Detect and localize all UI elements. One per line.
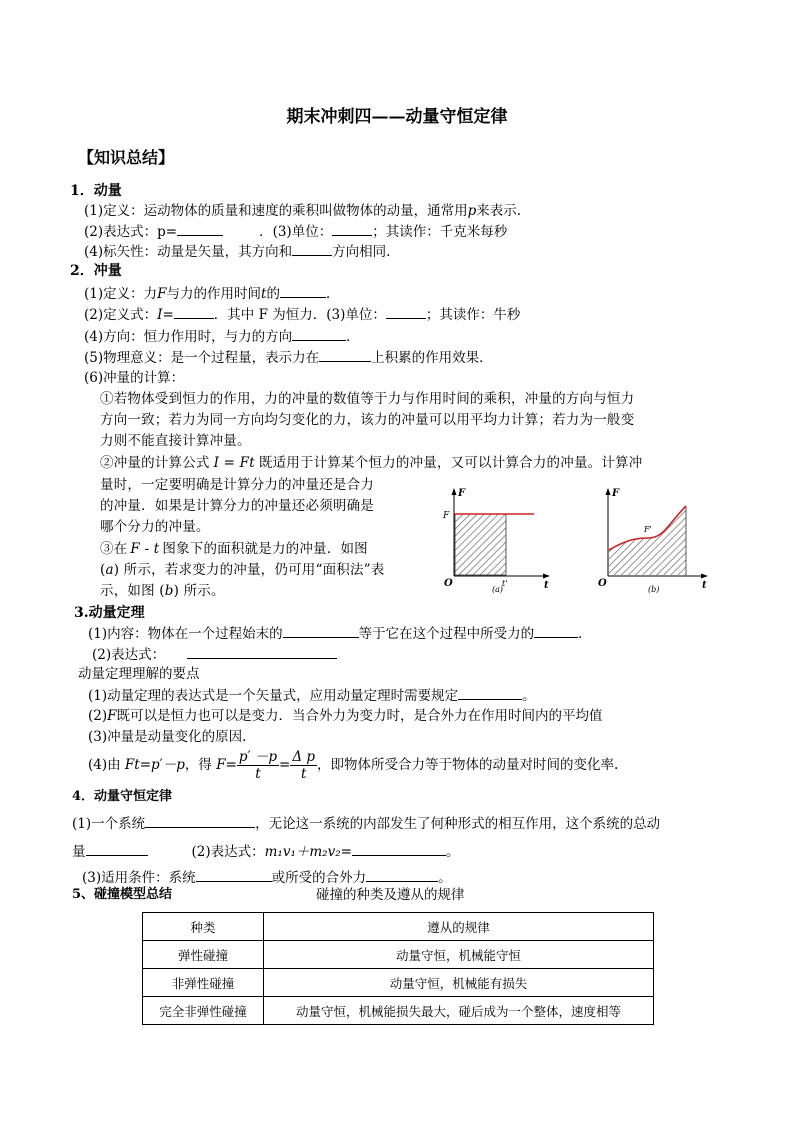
s3-k2-sym: F [107, 708, 117, 724]
arrow-icon [606, 488, 611, 495]
section-5-heading: 5、碰撞模型总结 [72, 887, 173, 902]
blank [283, 624, 359, 638]
s2-p3-l3a: 示，如图 ( [100, 583, 165, 599]
s2-p3-l2b: ) 所示，若求变力的冲量，仍可用“面积法”表 [113, 562, 385, 578]
blank [280, 284, 326, 298]
s3-l1a: (1)内容：物体在一个过程始末的 [88, 626, 283, 642]
s1-l3b: 方向相同. [332, 244, 391, 260]
s3-k1 [88, 686, 536, 705]
fraction-1 [237, 749, 279, 782]
s2-l1a: (1)定义：力 [84, 286, 158, 302]
graph-a-origin: O [444, 578, 453, 589]
fraction-2 [290, 749, 317, 782]
blank [196, 868, 272, 882]
s2-p3-l2-sym: a [105, 562, 114, 578]
s1-l1-end: 来表示. [476, 203, 522, 219]
s3-k1b: 。 [522, 688, 536, 704]
table-cell: 动量守恒，机械能损失最大，碰后成为一个整体，速度相等 [264, 997, 654, 1025]
table-cell: 完全非弹性碰撞 [143, 997, 264, 1025]
s2-p3a: ③在 [100, 541, 128, 557]
graph-a-caption: (a) [492, 585, 504, 594]
s3-k1a: (1)动量定理的表达式是一个矢量式，应用动量定理时需要规定 [88, 688, 459, 704]
arrow-icon [543, 574, 550, 579]
s3-k2 [88, 707, 603, 725]
blank [332, 222, 372, 236]
s3-l1c: ． [578, 626, 592, 642]
table-cell: 动量守恒，机械能有损失 [264, 969, 654, 997]
s1-l2a: (2)表达式：p= [84, 224, 178, 240]
s4-l1b: ，无论这一系统的内部发生了何种形式的相互作用，这个系统的总动 [255, 816, 661, 832]
s2-l3b: ． [346, 329, 360, 345]
s1-line-2 [84, 222, 507, 241]
graph-a-y-label: F [458, 488, 466, 499]
blank [386, 305, 426, 319]
impulse-formula: I = Ft [213, 455, 255, 471]
s2-line-5: (6)冲量的计算： [84, 370, 185, 386]
s2-line-4 [84, 348, 493, 367]
s2-line-3 [84, 327, 360, 346]
s3-k4-eq3: = [279, 757, 291, 773]
s3-k4 [88, 748, 618, 782]
s2-l2b: = [162, 307, 174, 323]
table-cell: 动量守恒，机械能守恒 [264, 941, 654, 969]
collision-table [142, 912, 654, 1025]
s3-k4b: ，得 [184, 757, 217, 773]
momentum-formula: m₁v₁＋m₂v₂= [264, 844, 352, 860]
s4-l1a: (1)一个系统 [72, 816, 146, 832]
graph-a-t-label: t' [502, 579, 508, 588]
s3-l1b: 等于它在这个过程中所受力的 [358, 626, 535, 642]
s2-p3b: 图象下的面积就是力的冲量．如图 [162, 541, 368, 557]
graph-b-y-label: F [612, 488, 620, 499]
graph-b-area [609, 506, 686, 575]
graph-a-level-label: F [443, 511, 450, 521]
s4-line-2 [72, 842, 459, 861]
s4-l3c: 。 [438, 870, 452, 886]
s4-l2b: (2)表达式： [191, 844, 265, 860]
ft-graphs [436, 484, 726, 596]
blank [86, 842, 148, 856]
s2-p1-line1: ①若物体受到恒力的作用，力的冲量的数值等于力与作用时间的乘积，冲量的方向与恒力 [100, 391, 635, 407]
s3-k4c: ，即物体所受合力等于物体的动量对时间的变化率. [317, 757, 619, 773]
s3-k4a: (4)由 [88, 757, 125, 773]
section-3-heading: 3.动量定理 [74, 605, 145, 621]
table-cell: 弹性碰撞 [143, 941, 264, 969]
table-cell: 非弹性碰撞 [143, 969, 264, 997]
fraction-1-num: p′ －p [238, 749, 278, 765]
s2-l2c: ．其中 F 为恒力．(3)单位： [213, 307, 386, 323]
s3-k4-ft: Ft [124, 757, 140, 773]
graph-b-origin: O [598, 578, 607, 589]
graph-b-curve-label: F' [644, 525, 652, 534]
s2-l2-sym: I [157, 307, 163, 323]
s2-l4b: 上积累的作用效果． [371, 350, 493, 366]
graph-a [442, 488, 550, 594]
s2-p1-line3: 力则不能直接计算冲量。 [100, 433, 251, 449]
blank [292, 242, 332, 256]
s2-l3a: (4)方向：恒力作用时，与力的方向 [84, 329, 293, 345]
blank [145, 814, 255, 828]
s1-l2b: ．(3)单位： [259, 224, 333, 240]
ft-formula: F - t [130, 541, 160, 557]
blank [458, 686, 522, 700]
s2-p2-line2: 量时，一定要明确是计算分力的冲量还是合力 [100, 477, 374, 493]
graph-a-area [455, 514, 506, 575]
s1-line-1 [84, 202, 521, 220]
s2-line-2 [84, 305, 520, 324]
table-caption: 碰撞的种类及遵从的规律 [316, 887, 465, 903]
s1-l1-sym: p [467, 203, 477, 219]
s1-l3a: (4)标矢性：动量是矢量，其方向和 [84, 244, 293, 260]
s2-line-1 [84, 284, 339, 303]
s2-l1c: 的 [266, 286, 280, 302]
graph-b [598, 488, 708, 594]
s3-k4-eq: = [225, 757, 237, 773]
s4-line-1 [72, 814, 660, 833]
page-title: 期末冲刺四——动量守恒定律 [286, 107, 508, 127]
s3-line-2 [92, 645, 337, 664]
s4-line-3 [82, 868, 452, 887]
summary-heading: 【知识总结】 [78, 148, 175, 167]
arrow-icon [701, 574, 708, 579]
s2-p3-l2a: ( [100, 562, 106, 578]
s1-line-3 [84, 242, 390, 261]
s3-k4-F: F [216, 757, 226, 773]
fraction-1-den: t [255, 766, 261, 782]
blank [292, 327, 346, 341]
s2-p3-line1 [100, 540, 368, 558]
section-2-heading: 2．冲量 [70, 263, 122, 279]
section-1-heading: 1．动量 [70, 183, 122, 199]
s2-p3-l3-sym: b [164, 583, 174, 599]
s2-l1d: ． [325, 286, 340, 302]
s3-k2a: (2) [88, 708, 108, 724]
blank [177, 222, 223, 236]
s3-l2: (2)表达式： [92, 647, 166, 663]
s2-l1b: 与力的作用时间 [166, 286, 261, 302]
table-header-row [143, 913, 654, 941]
s3-subheading: 动量定理理解的要点 [78, 666, 200, 682]
s3-k4-eq2: =p′－p [139, 757, 185, 773]
s2-p2a: ②冲量的计算公式 [100, 455, 210, 471]
s4-l2a: 量 [72, 844, 86, 860]
graph-b-caption: (b) [648, 585, 660, 594]
s2-p3-line3 [100, 582, 225, 600]
blank [534, 624, 578, 638]
table-row [143, 969, 654, 997]
s2-l2d: ；其读作：牛秒 [425, 307, 521, 323]
table-header: 遵从的规律 [264, 913, 654, 941]
s4-l2c: 。 [445, 844, 460, 860]
s3-k2b: 既可以是恒力也可以是变力．当合外力为变力时，是合外力在作用时间内的平均值 [116, 708, 603, 724]
arrow-icon [452, 488, 457, 495]
fraction-2-den: t [300, 766, 307, 782]
s4-l3b: 或所受的合外力 [271, 870, 367, 886]
s2-l1-sym: F [157, 286, 167, 302]
section-4-heading: 4．动量守恒定律 [72, 789, 173, 804]
s2-p2b: 既适用于计算某个恒力的冲量，又可以计算合力的冲量。计算冲 [258, 455, 643, 471]
s2-p3-line2 [100, 561, 384, 579]
blank [319, 348, 371, 362]
table-row [143, 997, 654, 1025]
s2-p2-line1 [100, 454, 642, 472]
table-header: 种类 [143, 913, 264, 941]
s2-p1-line2: 方向一致；若力为同一方向均匀变化的力，该力的冲量可以用平均力计算；若力为一般变 [100, 412, 635, 428]
s1-l1-text: (1)定义：运动物体的质量和速度的乘积叫做物体的动量，通常用 [84, 203, 468, 219]
fraction-2-num: Δ p [292, 749, 316, 765]
s2-l2a: (2)定义式： [84, 307, 158, 323]
s2-l1-sym2: t [261, 286, 267, 302]
s2-l4a: (5)物理意义：是一个过程量，表示力在 [84, 350, 320, 366]
s1-l2c: ；其读作：千克米每秒 [372, 224, 508, 240]
s3-line-1 [88, 624, 592, 643]
blank [366, 868, 438, 882]
blank [352, 842, 446, 856]
graph-a-x-label: t [544, 580, 549, 591]
blank [187, 645, 337, 659]
s3-k3: (3)冲量是动量变化的原因. [88, 729, 247, 745]
blank [174, 305, 214, 319]
table-row [143, 941, 654, 969]
s2-p2-line4: 哪个分力的冲量。 [100, 519, 210, 535]
s2-p2-line3: 的冲量．如果是计算分力的冲量还必须明确是 [100, 498, 374, 514]
s4-l3a: (3)适用条件：系统 [82, 870, 196, 886]
graph-b-x-label: t [702, 580, 707, 591]
s2-p3-l3b: ) 所示。 [173, 583, 225, 599]
